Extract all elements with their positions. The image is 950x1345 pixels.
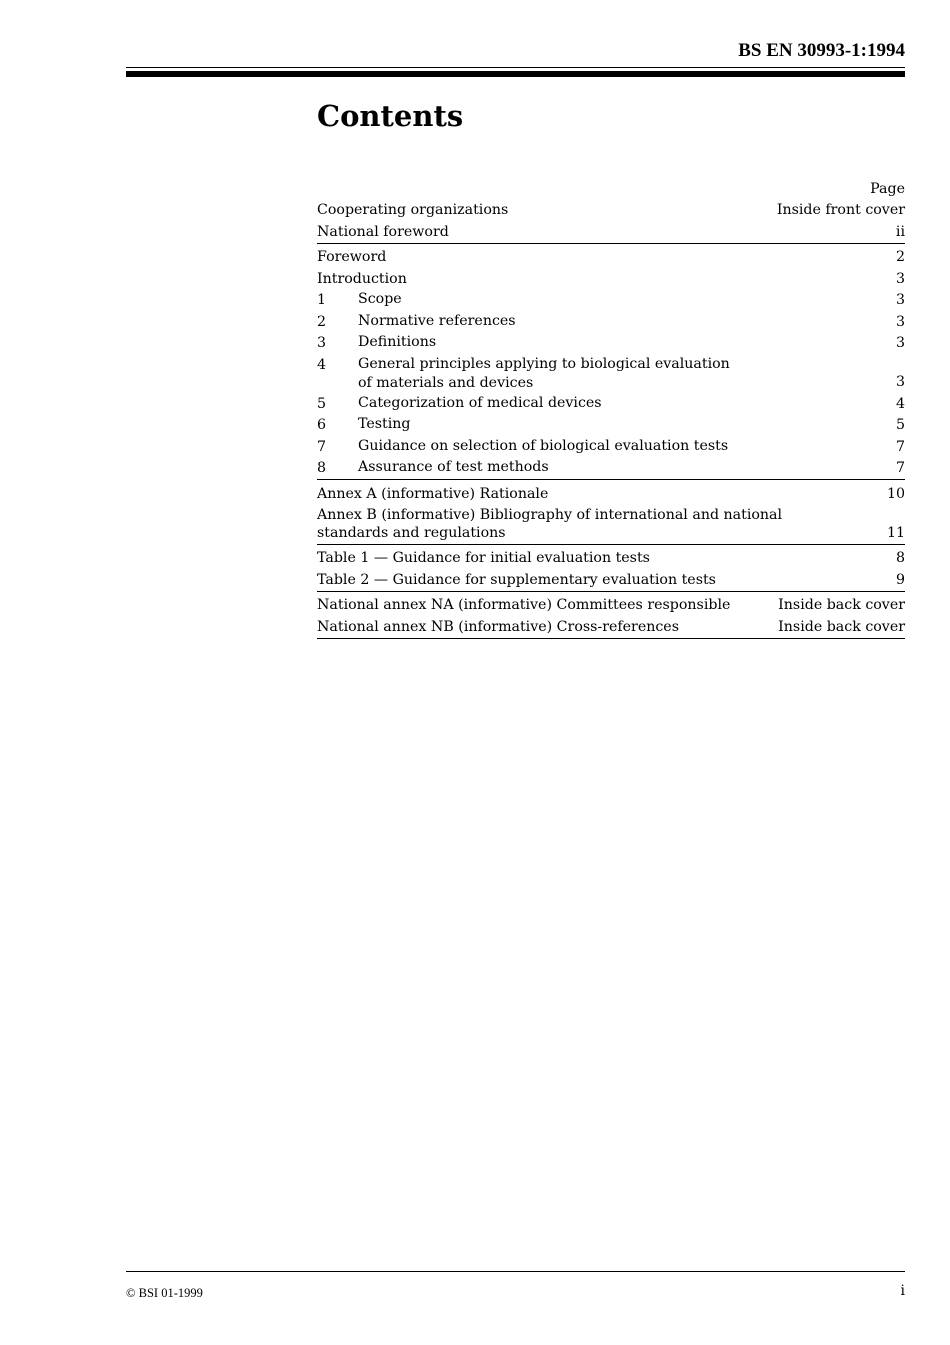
document-id: BS EN 30993-1:1994: [738, 40, 905, 61]
page-column-label: Page: [870, 180, 905, 197]
header-rule-thin: [126, 67, 905, 68]
toc-entry-clause-8[interactable]: [317, 457, 905, 481]
toc-entry-annex-b[interactable]: [317, 504, 905, 545]
toc-entry-label: National annex NA (informative) Committees responsible: [317, 597, 731, 613]
toc-entry-page: ii: [895, 223, 905, 240]
toc-entry-foreword[interactable]: [317, 246, 905, 268]
toc-entry-page: 8: [895, 550, 905, 566]
toc-entry-clause-4[interactable]: [317, 353, 905, 392]
toc-entry-label: National annex NB (informative) Cross-references: [317, 618, 679, 635]
toc-entry-label: Categorization of medical devices: [358, 394, 602, 411]
toc-entry-annex-nb[interactable]: [317, 615, 905, 639]
toc-entry-label: Cooperating organizations: [317, 202, 509, 218]
toc-entry-label: Testing: [358, 416, 411, 432]
clause-number: 8: [317, 460, 327, 476]
toc-entry-page: 3: [895, 270, 905, 287]
footer-rule: [126, 1271, 905, 1272]
clause-number: 3: [317, 335, 327, 351]
toc-entry-page: Inside front cover: [776, 202, 905, 218]
toc-entry-page: 3: [895, 313, 905, 330]
toc-entry-label: Table 1 — Guidance for initial evaluation tests: [317, 550, 650, 566]
clause-number: 7: [317, 438, 327, 455]
toc-entry-label: Annex B (informative) Bibliography of international and national standards and regulations: [317, 506, 783, 541]
toc-entry-label: National foreword: [317, 223, 449, 240]
toc-header-row: [317, 177, 905, 199]
page-title: Contents: [317, 99, 464, 133]
toc-entry-label: Table 2 — Guidance for supplementary evaluation tests: [317, 571, 716, 588]
toc-entry-clause-6[interactable]: [317, 414, 905, 436]
toc-entry-page: 10: [886, 485, 905, 502]
toc-entry-page: 11: [886, 524, 905, 541]
toc-entry-page: 4: [895, 395, 905, 412]
toc-entry-introduction[interactable]: [317, 267, 905, 289]
clause-number: 2: [317, 313, 327, 330]
toc-entry-page: 9: [895, 571, 905, 588]
toc-entry-page: 3: [895, 335, 905, 351]
toc-entry-clause-7[interactable]: [317, 435, 905, 457]
toc-entry-clause-3[interactable]: [317, 332, 905, 354]
toc-entry-annex-a[interactable]: [317, 482, 905, 504]
toc-entry-page: 3: [895, 374, 905, 390]
toc-entry-page: Inside back cover: [778, 597, 905, 613]
toc-entry-label: General principles applying to biological evaluation of materials and devices: [358, 356, 730, 391]
clause-number: 4: [317, 357, 327, 373]
toc-entry-label: Assurance of test methods: [358, 459, 549, 475]
toc-entry-table-1[interactable]: [317, 547, 905, 569]
toc-entry-label: Guidance on selection of biological evaluation tests: [358, 437, 729, 454]
toc-entry-page: 7: [895, 460, 905, 476]
toc-entry-annex-na[interactable]: [317, 594, 905, 616]
toc-entry-clause-5[interactable]: [317, 392, 905, 414]
toc-entry-page: Inside back cover: [778, 618, 905, 635]
toc-entry-national-foreword[interactable]: [317, 220, 905, 244]
toc-entry-page: 5: [895, 417, 905, 433]
toc-entry-page: 3: [895, 292, 905, 308]
toc-entry-label: Foreword: [317, 249, 387, 265]
copyright-notice: © BSI 01-1999: [126, 1286, 203, 1300]
clause-number: 5: [317, 395, 327, 412]
toc-entry-label: Definitions: [358, 334, 437, 350]
toc-entry-label: Introduction: [317, 270, 407, 287]
page-number: i: [900, 1283, 905, 1299]
toc-entry-clause-2[interactable]: [317, 310, 905, 332]
clause-number: 6: [317, 417, 327, 433]
toc-entry-label: Scope: [358, 291, 402, 307]
toc-entry-label: Annex A (informative) Rationale: [317, 485, 549, 502]
toc-entry-clause-1[interactable]: [317, 289, 905, 311]
clause-number: 1: [317, 292, 327, 308]
table-of-contents: [317, 177, 905, 641]
header-rule-thick: [126, 71, 905, 77]
toc-entry-page: 7: [895, 438, 905, 455]
toc-entry-label: Normative references: [358, 312, 516, 329]
toc-entry-cooperating-organizations[interactable]: [317, 199, 905, 221]
toc-entry-page: 2: [895, 249, 905, 265]
toc-entry-table-2[interactable]: [317, 568, 905, 592]
